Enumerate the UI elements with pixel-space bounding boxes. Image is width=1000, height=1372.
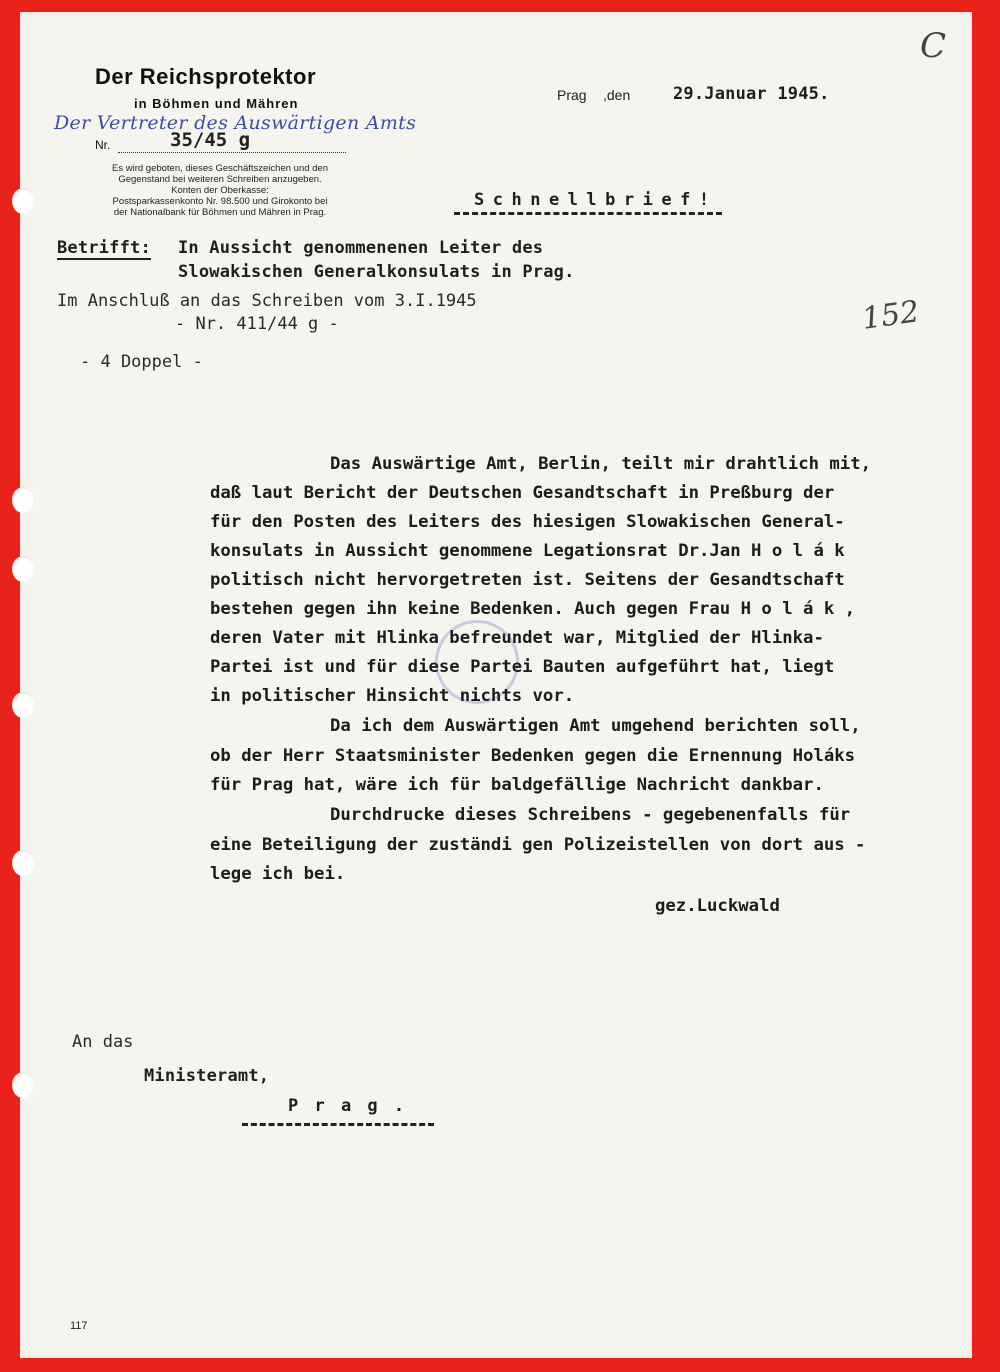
body-line: politisch nicht hervorgetreten ist. Seitens der Gesandtschaft (210, 570, 845, 590)
archive-number: 152 (859, 294, 922, 337)
body-line: ob der Herr Staatsminister Bedenken gegen die Ernennung Holáks (210, 746, 856, 766)
body-line: konsulats in Aussicht genommene Legationsrat Dr.Jan H o l á k (210, 541, 845, 561)
body-line: für Prag hat, wäre ich für baldgefällige Nachricht dankbar. (210, 775, 824, 795)
punch-hole (12, 692, 34, 718)
copies-note: - 4 Doppel - (80, 352, 203, 372)
subject-line: In Aussicht genommenenen Leiter des (178, 238, 544, 258)
body-line: Durchdrucke dieses Schreibens - gegebenenfalls für (330, 805, 851, 825)
letter-date: 29.Januar 1945. (673, 84, 830, 104)
address-line: Ministeramt, (144, 1066, 270, 1086)
address-line: P r a g . (288, 1096, 408, 1116)
reference-line: - Nr. 411/44 g - (175, 314, 339, 334)
notice-line: der Nationalbank für Böhmen und Mähren in Prag. (113, 207, 327, 218)
reference-number-label: Nr. (95, 138, 111, 152)
subject-line: Slowakischen Generalkonsulats in Prag. (178, 262, 575, 282)
body-line: bestehen gegen ihn keine Bedenken. Auch gegen Frau H o l á k , (210, 599, 856, 619)
address-underline (242, 1123, 434, 1126)
body-line: Das Auswärtige Amt, Berlin, teilt mir drahtlich mit, (330, 454, 872, 474)
body-line: für den Posten des Leiters des hiesigen Slowakischen General- (210, 512, 845, 532)
body-line: deren Vater mit Hlinka befreundet war, Mitglied der Hlinka- (210, 628, 824, 648)
subject-label: Betrifft: (57, 238, 151, 258)
reference-number-line (118, 152, 346, 153)
body-line: Partei ist und für diese Partei Bauten aufgeführt hat, liegt (210, 657, 835, 677)
body-line: daß laut Bericht der Deutschen Gesandtschaft in Preßburg der (210, 483, 835, 503)
body-line: Da ich dem Auswärtigen Amt umgehend berichten soll, (330, 716, 861, 736)
reference-line: Im Anschluß an das Schreiben vom 3.I.1945 (57, 291, 477, 311)
den-label: ,den (603, 87, 631, 103)
page-number: 117 (70, 1320, 88, 1332)
signature: gez.Luckwald (655, 896, 780, 916)
letterhead-notice (80, 163, 360, 218)
place-label: Prag (557, 87, 587, 103)
letterhead-title: Der Reichsprotektor (95, 64, 317, 89)
document-sheet (20, 12, 972, 1358)
punch-hole (12, 556, 34, 582)
punch-hole (12, 188, 34, 214)
address-line: An das (72, 1032, 134, 1052)
punch-hole (12, 487, 34, 513)
reference-number-value: 35/45 g (170, 129, 251, 151)
office-stamp-line: Der Vertreter des Auswärtigen Amts (54, 112, 417, 134)
schnellbrief-heading: Schnellbrief! (454, 190, 722, 215)
notice-line: Es wird geboten, dieses Geschäftszeichen und den (112, 163, 328, 174)
notice-line: Konten der Oberkasse: (171, 185, 269, 196)
body-line: in politischer Hinsicht nichts vor. (210, 686, 575, 706)
body-line: lege ich bei. (210, 864, 346, 884)
notice-line: Postsparkassenkonto Nr. 98.500 und Girokonto bei (112, 196, 328, 207)
notice-line: Gegenstand bei weiteren Schreiben anzugeben. (118, 174, 322, 185)
punch-hole (12, 850, 34, 876)
corner-mark: C (920, 26, 947, 66)
body-line: eine Beteiligung der zuständi gen Polizeistellen von dort aus - (210, 835, 866, 855)
letterhead-subtitle: in Böhmen und Mähren (134, 96, 299, 111)
punch-hole (12, 1072, 34, 1098)
